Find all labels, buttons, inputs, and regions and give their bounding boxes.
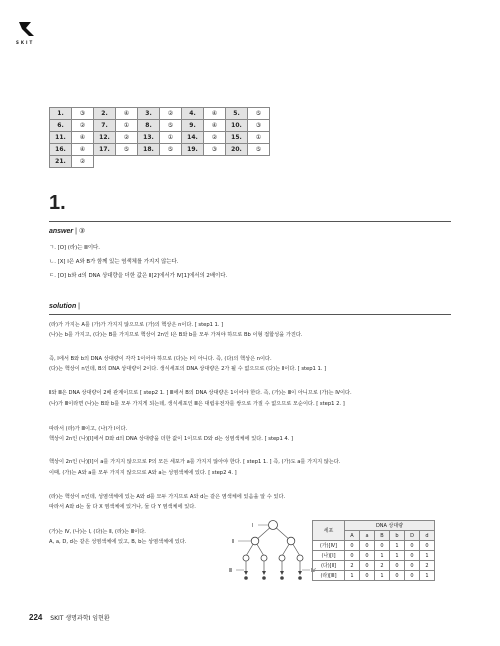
table-cell: 0: [375, 541, 390, 551]
answer-choice: ②: [160, 108, 182, 120]
table-header-cell: 세포: [313, 521, 345, 541]
empty-cell: [226, 156, 270, 168]
skit-logo: [16, 20, 44, 45]
diagram-label: Ⅱ: [232, 539, 235, 545]
cell-circle: [287, 537, 295, 545]
answer-choice: ④: [116, 108, 138, 120]
table-column-header: d: [420, 531, 435, 541]
question-number: 1.: [50, 108, 72, 120]
table-cell: 0: [390, 571, 405, 581]
question-number: 20.: [226, 144, 248, 156]
question-number: 6.: [50, 120, 72, 132]
solution-line: (나)는 b를 가지고, (다)는 B를 가지므로 핵상이 2n인 Ⅰ은 B와 b를 모두 가져야 하므로 Bb 이형 접합성을 가진다.: [49, 332, 303, 338]
question-number: 9.: [182, 120, 204, 132]
answer-choice: ③: [204, 144, 226, 156]
answer-choice: ⑤: [160, 144, 182, 156]
answer-choice: ④: [204, 120, 226, 132]
answer-line: ㄴ. [X] Ⅰ은 A와 B가 함께 있는 염색체를 가지지 않는다.: [49, 259, 179, 265]
question-number: 21.: [50, 156, 72, 168]
answer-grid-row: [50, 144, 270, 156]
table-row: [313, 571, 435, 581]
answer-choice: ①: [248, 132, 270, 144]
empty-cell: [138, 156, 182, 168]
solution-line: 따라서 A와 d는 둘 다 X 염색체에 있거나, 둘 다 Y 염색체에 있다.: [49, 504, 196, 510]
table-cell: 0: [360, 561, 375, 571]
cell-circle: [279, 555, 285, 561]
empty-cell: [94, 156, 138, 168]
question-number: 11.: [50, 132, 72, 144]
solution-line: (라)가 가지는 A를 (가)가 가지지 않으므로 (가)의 핵상은 n이다. [ step1 1. ]: [49, 322, 224, 328]
cell-circle: [251, 537, 259, 545]
question-number: 2.: [94, 108, 116, 120]
question-number: 15.: [226, 132, 248, 144]
table-header-group: DNA 상대량: [345, 521, 435, 531]
question-title: 1.: [49, 192, 66, 214]
footer-text: SKIT 생명과학Ⅰ 임현환: [50, 615, 110, 622]
table-cell: 1: [420, 551, 435, 561]
answer-choice: ②: [204, 132, 226, 144]
table-cell: 0: [405, 541, 420, 551]
divider: [49, 221, 451, 222]
question-number: 18.: [138, 144, 160, 156]
table-cell: 0: [405, 571, 420, 581]
answer-choice: ④: [72, 144, 94, 156]
solution-line: 따라서 (라)가 Ⅲ이고, (나)가 Ⅰ이다.: [49, 426, 128, 432]
answer-choice: ①: [160, 132, 182, 144]
cell-circle: [297, 555, 303, 561]
solution-line: 핵상이 2n인 (나)[Ⅰ]이 a를 가지지 않으므로 P의 모든 세포가 a를 가지지 않아야 한다. [ step1 1. ] 즉, (가)도 a를 가지지 않는다.: [49, 459, 341, 465]
question-number: 16.: [50, 144, 72, 156]
table-cell: 1: [345, 571, 360, 581]
table-cell: 0: [390, 561, 405, 571]
runner-logo-icon: [16, 20, 38, 38]
table-cell: 0: [345, 551, 360, 561]
answer-choice: ①: [116, 120, 138, 132]
table-cell: 1: [390, 541, 405, 551]
solution-line: (다)는 핵상이 n인데, B의 DNA 상대량이 2이다. 생식세포의 DNA 상대량은 2가 될 수 없으므로 (다)는 Ⅱ이다. [ step1 1. ]: [49, 366, 327, 372]
table-column-header: D: [405, 531, 420, 541]
question-number: 13.: [138, 132, 160, 144]
table-cell: 0: [360, 571, 375, 581]
answer-grid-row: [50, 108, 270, 120]
empty-cell: [182, 156, 226, 168]
table-cell: 0: [360, 551, 375, 561]
table-column-header: a: [360, 531, 375, 541]
diagram-label: Ⅲ: [229, 568, 233, 574]
question-number: 19.: [182, 144, 204, 156]
answer-grid: [49, 107, 270, 168]
row-cell-label: (다)[Ⅱ]: [313, 561, 345, 571]
solution-line: (라)는 핵상이 n인데, 성염색체에 있는 A와 d를 모두 가지므로 A와 d는 같은 염색체에 있음을 알 수 있다.: [49, 494, 286, 500]
question-number: 17.: [94, 144, 116, 156]
table-cell: 2: [345, 561, 360, 571]
question-number: 8.: [138, 120, 160, 132]
table-cell: 1: [390, 551, 405, 561]
answer-choice: ④: [204, 108, 226, 120]
cell-circle: [243, 555, 249, 561]
table-cell: 0: [345, 541, 360, 551]
solution-line: A, a, D, d는 같은 성염색체에 있고, B, b는 상염색체에 있다.: [49, 539, 187, 545]
answer-choice: ③: [72, 108, 94, 120]
diagram-label: Ⅳ: [311, 568, 316, 574]
answer-choice: ⑤: [160, 120, 182, 132]
row-cell-label: (가)[Ⅳ]: [313, 541, 345, 551]
table-cell: 0: [420, 541, 435, 551]
table-cell: 2: [420, 561, 435, 571]
dna-table: [312, 520, 435, 581]
row-cell-label: (나)[Ⅰ]: [313, 551, 345, 561]
answer-choice: ⑤: [248, 144, 270, 156]
answer-choice: ⑤: [248, 108, 270, 120]
solution-line: (가)는 Ⅳ, (나)는 Ⅰ, (다)는 Ⅱ, (라)는 Ⅲ이다.: [49, 529, 146, 535]
answer-label: answer | ③: [49, 228, 86, 235]
cell-division-diagram: [228, 519, 318, 581]
question-number: 14.: [182, 132, 204, 144]
answer-choice: ④: [72, 132, 94, 144]
table-cell: 1: [420, 571, 435, 581]
question-number: 7.: [94, 120, 116, 132]
table-cell: 2: [375, 561, 390, 571]
cell-circle: [261, 555, 267, 561]
question-number: 3.: [138, 108, 160, 120]
answer-grid-row: [50, 156, 270, 168]
answer-choice: ②: [72, 156, 94, 168]
table-row: [313, 551, 435, 561]
cell-circle: [269, 521, 278, 530]
answer-choice: ②: [116, 132, 138, 144]
question-number: 10.: [226, 120, 248, 132]
solution-line: Ⅱ와 Ⅲ은 DNA 상대량이 2배 관계이므로 [ step2 1. ] Ⅲ에서 B의 DNA 상대량은 1이어야 한다. 즉, (가)는 Ⅲ이 아니므로 (가)는 Ⅳ이다.: [49, 390, 352, 396]
answer-choice: ⑤: [116, 144, 138, 156]
answer-grid-row: [50, 120, 270, 132]
table-column-header: b: [390, 531, 405, 541]
answer-choice: ②: [72, 120, 94, 132]
page-footer: [29, 613, 110, 622]
answer-grid-row: [50, 132, 270, 144]
table-column-header: A: [345, 531, 360, 541]
page-number: 224: [29, 613, 43, 622]
table-cell: 1: [375, 571, 390, 581]
table-row: [313, 541, 435, 551]
divider: [49, 314, 451, 315]
solution-line: 이때, (가)는 A와 a를 모두 가지지 않으므로 A와 a는 성염색체에 있다. [ step2 4. ]: [49, 470, 237, 476]
table-column-header: B: [375, 531, 390, 541]
table-cell: 0: [405, 551, 420, 561]
answer-value: ③: [78, 228, 86, 235]
answer-line: ㄱ. [O] (라)는 Ⅲ이다.: [49, 245, 100, 251]
question-number: 5.: [226, 108, 248, 120]
table-row: [313, 561, 435, 571]
solution-label: solution |: [49, 303, 80, 310]
table-cell: 0: [405, 561, 420, 571]
logo-text: SKIT: [16, 40, 35, 45]
answer-line: ㄷ. [O] b와 d의 DNA 상대량을 더한 값은 Ⅱ[2]에서가 Ⅳ[1]에서의 2배이다.: [49, 273, 228, 279]
row-cell-label: (라)[Ⅲ]: [313, 571, 345, 581]
question-number: 4.: [182, 108, 204, 120]
answer-choice: ③: [248, 120, 270, 132]
solution-label-text: solution: [49, 303, 77, 310]
question-number: 12.: [94, 132, 116, 144]
answer-label-text: answer: [49, 228, 74, 235]
diagram-label: Ⅰ: [252, 523, 254, 529]
table-cell: 1: [375, 551, 390, 561]
solution-line: 핵상이 2n인 (나)[Ⅰ]에서 D와 d의 DNA 상대량을 더한 값이 1이므로 D와 d는 성염색체에 있다. [ step1 4. ]: [49, 436, 294, 442]
solution-line: (나)가 Ⅲ이라면 (나)는 B와 b를 모두 가지게 되는데, 생식세포인 Ⅲ은 대립유전자를 쌍으로 가질 수 없으므로 모순이다. [ step1 2. ]: [49, 401, 345, 407]
solution-line: 즉, Ⅰ에서 B와 b의 DNA 상대량이 각각 1이어야 하므로 (다)는 Ⅰ이 아니다. 즉, (다)의 핵상은 n이다.: [49, 356, 272, 362]
table-cell: 0: [360, 541, 375, 551]
